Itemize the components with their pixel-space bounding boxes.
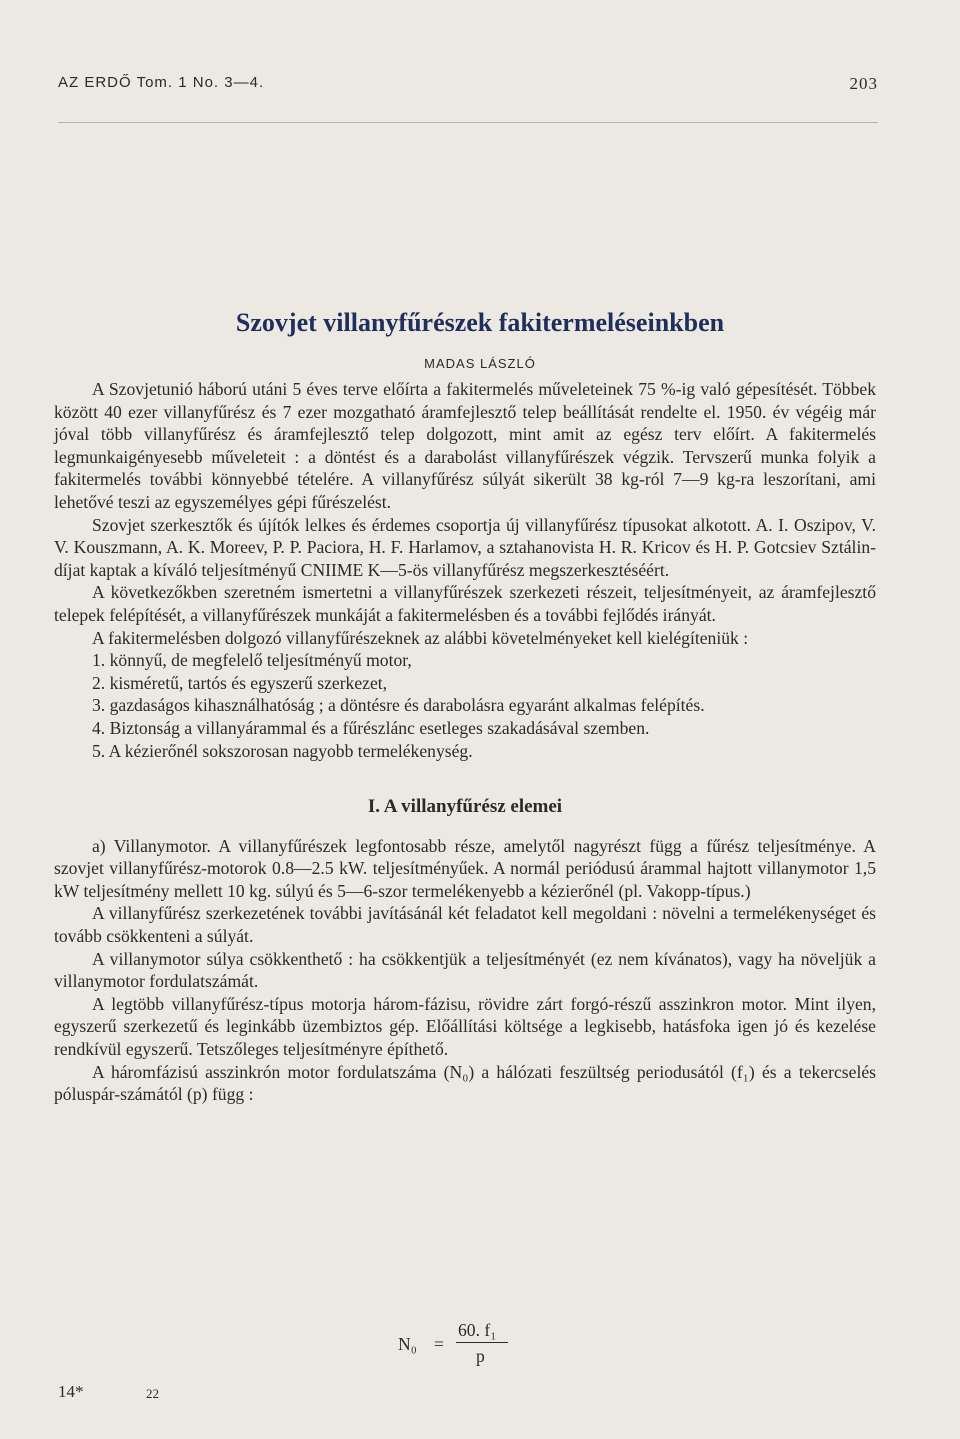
signature-mark: 14* [58, 1382, 84, 1401]
formula-denominator: p [476, 1346, 485, 1366]
paragraph: Szovjet szerkesztők és újítók lelkes és érdemes csoportja új villanyfűrész típusokat alkotott. A. I. Oszipov, V. V. Kouszmann, A. K. Moreev, P. P. Paciora, H. F. Harlamov, a sztahanovista H. R. Kricov és H. P. Gotcsiev Sztálin-díjat kaptak a kíváló teljesítményű CNIIME K—5-ös villanyfűrész megszerkesztéséért. [54, 514, 876, 580]
sheet-number: 22 [146, 1386, 159, 1401]
article-author: MADAS LÁSZLÓ [424, 356, 536, 371]
page-footer [58, 1382, 258, 1406]
formula-lhs: N₀ [398, 1334, 417, 1354]
article-body [54, 378, 876, 1106]
page-number: 203 [849, 74, 878, 93]
paragraph: A fakitermelésben dolgozó villanyfűrészeknek az alábbi követelményeket kell kielégíteniük : [92, 627, 749, 648]
paragraph: A villanymotor súlya csökkenthető : ha csökkentjük a teljesítményét (ez nem kívánatos), vagy ha növeljük a villanymotor fordulatszámát. [54, 948, 876, 992]
formula-equals: = [434, 1334, 444, 1354]
section-heading: I. A villanyfűrész elemei [367, 796, 563, 818]
requirement-item: 3. gazdaságos kihasználhatóság ; a döntésre és darabolásra egyaránt alkalmas felépítés. [92, 695, 705, 716]
header-divider [58, 122, 878, 124]
paragraph: A Szovjetunió háború utáni 5 éves terve előírta a fakitermelés műveleteinek 75 %-ig való gépesítését. Többek között 40 ezer villanyfűrész és 7 ezer mozgatható áramfejlesztő telep beállítását rendelte el. 1950. év végéig már jóval több villanyfűrész és áramfejlesztő telep dolgozott, mint amit az egész terv előírt. A fakitermelés legmunkaigényesebb műveleteit : a döntést és a darabolást villanyfűrészek végzik. Tervszerű munka folyik a fakitermelés további könnyebbé tételére. A villanyfűrész súlyát sikerült 38 kg-ról 7—9 kg-ra leszorítani, ami lehetővé teszi az egyszemélyes gépi fűrészelést. [54, 379, 876, 512]
requirement-item: 4. Biztonság a villanyárammal és a fűrészlánc esetleges szakadásával szemben. [92, 717, 650, 738]
paragraph: A villanyfűrész szerkezetének további javításánál két feladatot kell megoldani : növelni a termelékenységet és tovább csökkenteni a súlyát. [54, 903, 876, 947]
paragraph: A háromfázisú asszinkrón motor fordulatszáma (N₀) a hálózati feszültség periodusától (f₁) és a tekercselés póluspár-számától (p) függ : [54, 1061, 876, 1105]
formula-numerator: 60. f₁ [458, 1320, 497, 1340]
paragraph: A legtöbb villanyfűrész-típus motorja három-fázisu, rövidre zárt forgó-részű asszinkron motor. Mint ilyen, egyszerű szerkezetű és leginkább üzembiztos gép. Előállítási költsége a legkisebb, hatásfoka igen jó és kezelése rendkívül egyszerű. Tetszőleges teljesítményre építhető. [54, 993, 876, 1060]
journal-reference: AZ ERDŐ Tom. 1 No. 3—4. [58, 74, 265, 91]
rpm-formula [398, 1320, 558, 1366]
requirement-item: 5. A kézierőnél sokszorosan nagyobb termelékenység. [92, 740, 473, 761]
fraction-bar [456, 1342, 508, 1343]
article-title: Szovjet villanyfűrészek fakitermeléseinkben [235, 308, 725, 337]
requirement-item: 2. kisméretű, tartós és egyszerű szerkezet, [92, 672, 388, 693]
running-head [58, 74, 878, 98]
requirement-item: 1. könnyű, de megfelelő teljesítményű motor, [92, 650, 412, 671]
paragraph: A következőkben szeretném ismertetni a villanyfűrészek szerkezeti részeit, teljesítményeit, az áramfejlesztő telepek felépítését, a villanyfűrészek munkáját a fakitermelésben és a további fejlődés irányát. [54, 582, 876, 625]
paragraph: a) Villanymotor. A villanyfűrészek legfontosabb része, amelytől nagyrészt függ a fűrész teljesítménye. A szovjet villanyfűrész-motorok 0.8—2.5 kW. teljesítményűek. A normál periódusú árammal hajtott villanymotor 1,5 kW teljesítmény mellett 10 kg. súlyú és 5—6-szor termelékenyebb a kézierőnél (pl. Vakopp-típus.) [54, 835, 876, 901]
